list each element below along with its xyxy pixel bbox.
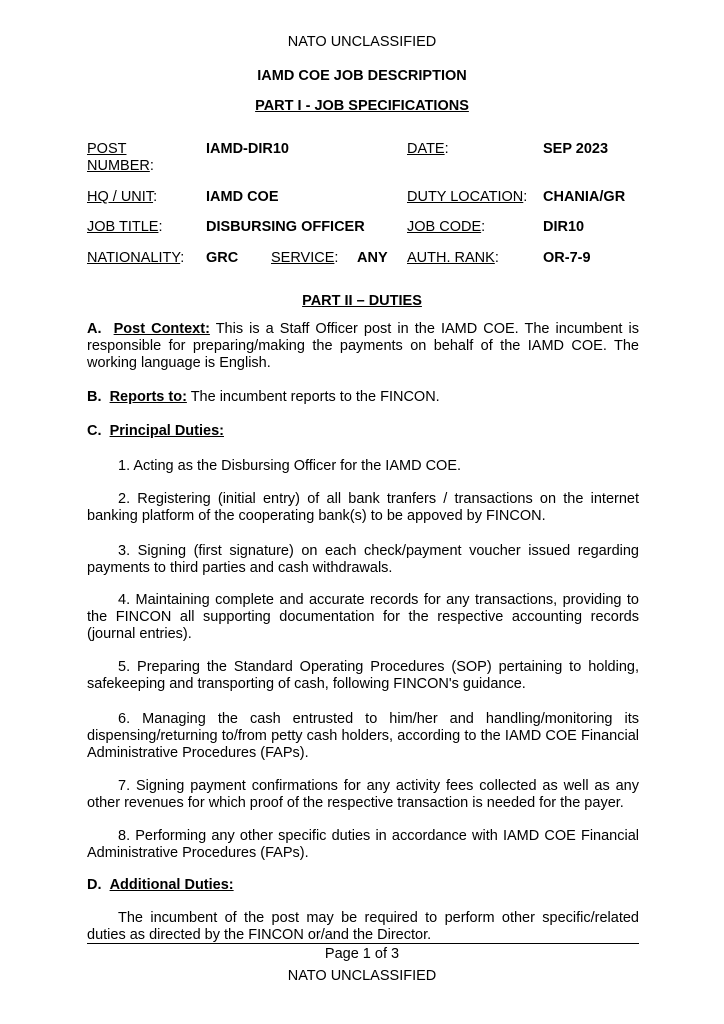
duty-item-4: 4. Maintaining complete and accurate records for any transactions, providing to the FINCON all supporting documentation for the respective accounting records (journal entries). xyxy=(87,592,639,642)
footer-classification: NATO UNCLASSIFIED xyxy=(287,968,437,984)
auth-rank-value: OR-7-9 xyxy=(543,250,591,266)
section-principal-duties: C. Principal Duties: xyxy=(87,423,224,439)
hq-unit-label: HQ / UNIT: xyxy=(87,189,158,205)
duty-item-2: 2. Registering (initial entry) of all bank tranfers / transactions on the internet banking platform of the cooperating bank(s) to be appoved by FINCON. xyxy=(87,491,639,524)
auth-rank-label: AUTH. RANK: xyxy=(407,250,499,266)
duty-item-7: 7. Signing payment confirmations for any activity fees collected as well as any other revenues for which proof of the respective transaction is needed for the payer. xyxy=(87,778,639,811)
date-value: SEP 2023 xyxy=(543,141,609,157)
hq-unit-value: IAMD COE xyxy=(206,189,279,205)
service-value: ANY xyxy=(357,250,388,266)
section-reports-to: B. Reports to: The incumbent reports to the FINCON. xyxy=(87,389,440,405)
job-title-label: JOB TITLE: xyxy=(87,219,163,235)
date-label: DATE: xyxy=(407,141,449,157)
duty-item-3: 3. Signing (first signature) on each check/payment voucher issued regarding payments to third parties and cash withdrawals. xyxy=(87,543,639,576)
duty-item-5: 5. Preparing the Standard Operating Procedures (SOP) pertaining to holding, safekeeping and transporting of cash, following FINCON's guidance. xyxy=(87,659,639,692)
duty-item-6: 6. Managing the cash entrusted to him/her and handling/monitoring its dispensing/returning to/from petty cash holders, according to the IAMD COE Financial Administrative Procedures (FAPs). xyxy=(87,711,639,761)
part1-title: PART I - JOB SPECIFICATIONS xyxy=(255,98,469,114)
additional-duties-text: The incumbent of the post may be required to perform other specific/related duties as directed by the FINCON or/and the Director. xyxy=(87,910,639,943)
job-code-value: DIR10 xyxy=(543,219,585,235)
job-code-label: JOB CODE: xyxy=(407,219,486,235)
service-label: SERVICE: xyxy=(271,250,339,266)
duty-item-8: 8. Performing any other specific duties in accordance with IAMD COE Financial Administrative Procedures (FAPs). xyxy=(87,828,639,861)
job-title-value: DISBURSING OFFICER xyxy=(206,219,365,235)
part2-title: PART II – DUTIES xyxy=(302,293,422,309)
nationality-value: GRC xyxy=(206,250,239,266)
post-number-value: IAMD-DIR10 xyxy=(206,141,289,157)
footer-divider xyxy=(87,943,639,944)
post-number-label: POST NUMBER: xyxy=(87,141,154,174)
duty-location-label: DUTY LOCATION: xyxy=(407,189,528,205)
section-post-context: A. Post Context: This is a Staff Officer post in the IAMD COE. The incumbent is responsible for preparing/making the payments on behalf of the IAMD COE. The working language is English. xyxy=(87,321,639,371)
page-number: Page 1 of 3 xyxy=(324,946,400,962)
header-classification: NATO UNCLASSIFIED xyxy=(287,34,437,50)
duty-item-1: 1. Acting as the Disbursing Officer for the IAMD COE. xyxy=(118,458,462,474)
duty-location-value: CHANIA/GR xyxy=(543,189,626,205)
nationality-label: NATIONALITY: xyxy=(87,250,185,266)
section-additional-duties: D. Additional Duties: xyxy=(87,877,234,893)
document-title: IAMD COE JOB DESCRIPTION xyxy=(257,68,467,84)
